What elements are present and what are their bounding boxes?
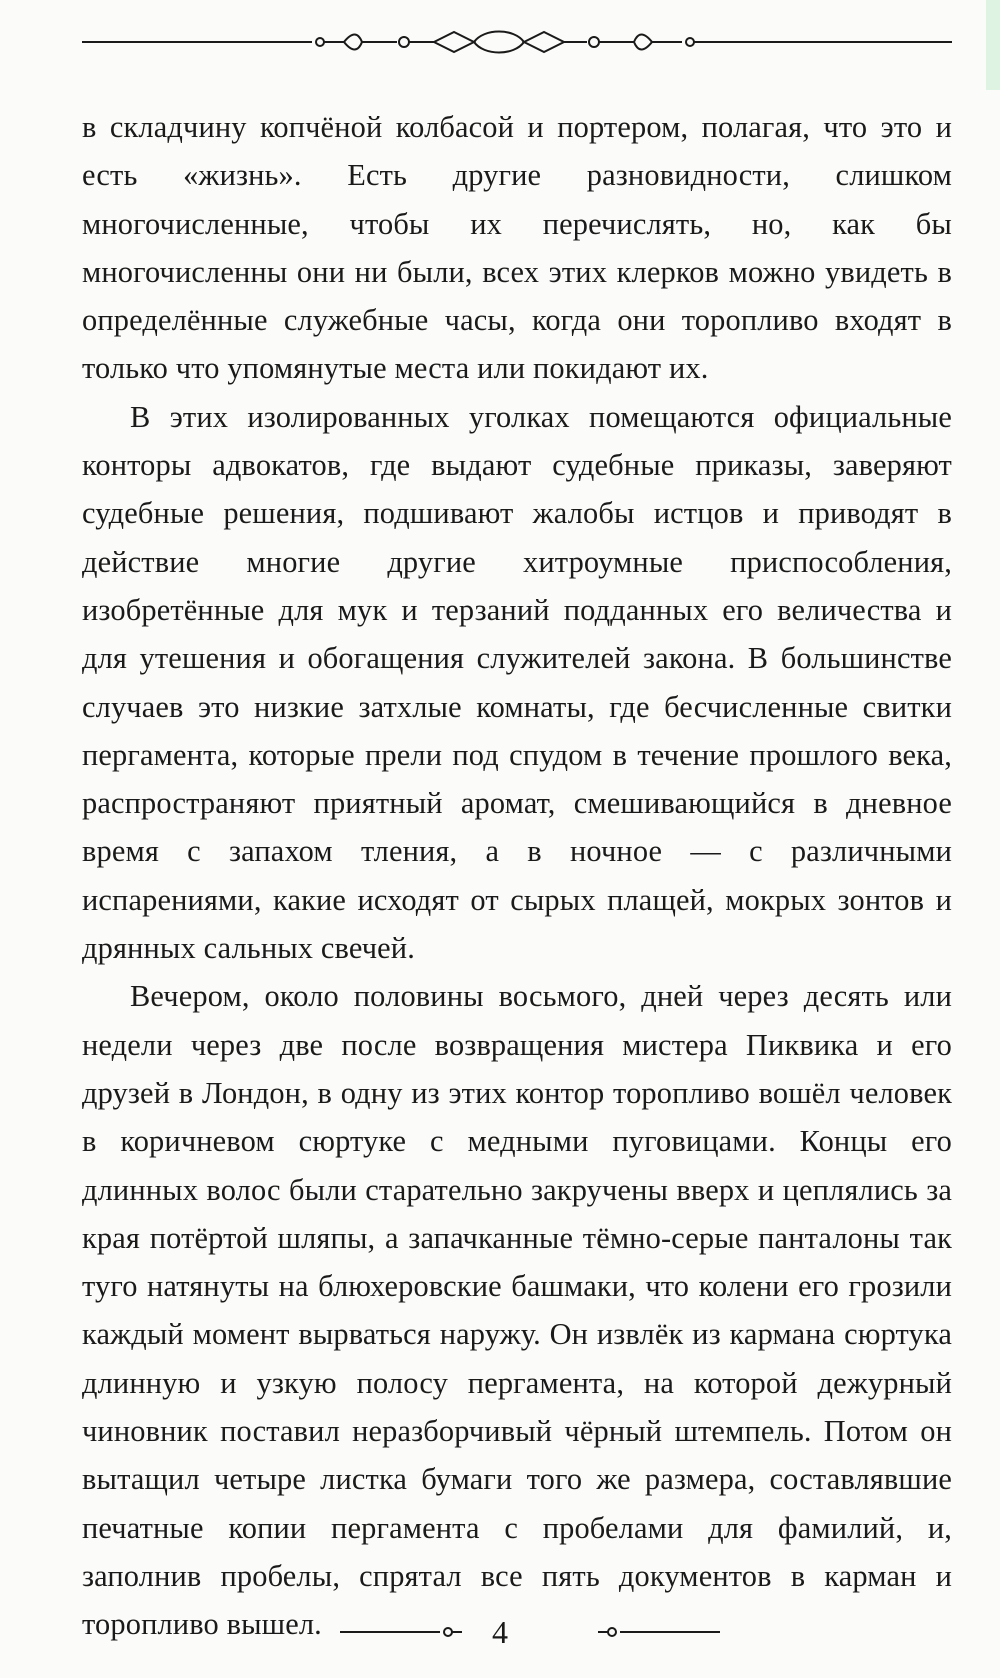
paragraph: в складчину копчёной колбасой и портером, полагая, что это и есть «жизнь». Есть другие разновидности, слишком многочисленные, чтобы их перечислять, но, как бы многочисленны они ни были, всех этих клерков можно увидеть в определённые служебные часы, когда они торопливо входят в только что упомянутые места или покидают их. xyxy=(82,110,952,386)
page-footer xyxy=(0,1608,1000,1658)
header-ornament xyxy=(82,22,952,62)
page-number: 4 xyxy=(492,1614,508,1650)
paragraph: Вечером, около половины восьмого, дней через десять или недели через две после возвращения мистера Пиквика и его друзей в Лондон, в одну из этих контор торопливо вошёл человек в коричневом сюртуке с медными пуговицами. Концы его длинных волос были старательно закручены вверх и цеплялись за края потёртой шляпы, а запачканные тёмно-серые панталоны так туго натянуты на блюхеровские башмаки, что колени его грозили каждый момент вырваться наружу. Он извлёк из кармана сюртука длинную и узкую полосу пергамента, на которой дежурный чиновник поставил неразборчивый чёрный штемпель. Потом он вытащил четыре листка бумаги того же размера, составлявшие печатные копии пергамента с пробелами для фамилий, и, заполнив пробелы, спрятал все пять документов в карман и торопливо вышел. xyxy=(82,979,952,1642)
body-text xyxy=(82,103,952,1649)
footer-ornament xyxy=(340,1608,720,1658)
page-edge-tint xyxy=(986,0,1000,90)
paragraph: В этих изолированных уголках помещаются официальные конторы адвокатов, где выдают судебные приказы, заверяют судебные решения, подшивают жалобы истцов и приводят в действие многие другие хитроумные приспособления, изобретённые для мук и терзаний подданных его величества и для утешения и обогащения служителей закона. В большинстве случаев это низкие затхлые комнаты, где бесчисленные свитки пергамента, которые прели под спудом в течение прошлого века, распространяют приятный аромат, смешивающийся в дневное время с запахом тления, а в ночное — с различными испарениями, какие исходят от сырых плащей, мокрых зонтов и дрянных сальных свечей. xyxy=(82,399,952,966)
